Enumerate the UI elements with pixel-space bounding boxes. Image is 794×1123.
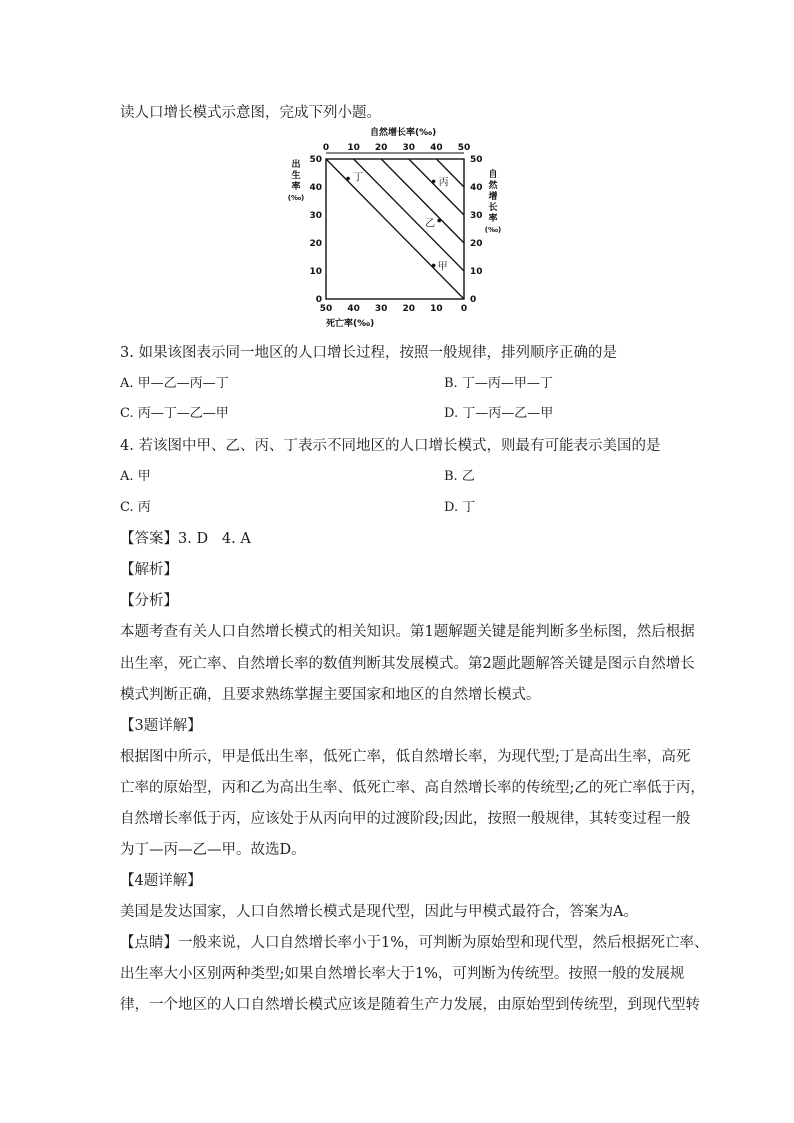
bottom-tick: 30 <box>374 304 388 314</box>
isoline-10 <box>354 159 464 271</box>
right-axis-label-char: 率 <box>488 214 498 224</box>
right-tick: 40 <box>470 183 483 193</box>
isoline-30 <box>409 159 464 215</box>
top-tick: 40 <box>430 143 443 153</box>
top-tick: 0 <box>322 143 330 153</box>
q3-detail-line: 自然增长率低于丙，应该处于从丙向甲的过渡阶段;因此，按照一般规律，其转变过程一般 <box>120 811 691 827</box>
q3-detail-heading: 【3题详解】 <box>120 718 202 734</box>
point-label: 丁 <box>353 172 364 184</box>
dianjing-line: 【点睛】一般来说，人口自然增长率小于1%，可判断为原始型和现代型，然后根据死亡率、 <box>120 935 709 951</box>
left-tick: 20 <box>309 239 322 249</box>
analysis-line: 模式判断正确，且要求熟练掌握主要国家和地区的自然增长模式。 <box>120 687 541 703</box>
right-tick: 50 <box>470 155 483 165</box>
dianjing-line: 律，一个地区的人口自然增长模式应该是随着生产力发展，由原始型到传统型，到现代型转 <box>120 997 700 1013</box>
q4-stem: 4. 若该图中甲、乙、丙、丁表示不同地区的人口增长模式，则最有可能表示美国的是 <box>120 438 661 454</box>
q3-option-c: C. 丙—丁—乙—甲 <box>120 406 229 421</box>
top-axis-label: 自然增长率(‰) <box>370 128 437 138</box>
top-tick: 20 <box>374 143 388 153</box>
top-tick: 10 <box>347 143 360 153</box>
point-乙 <box>437 219 441 223</box>
bottom-tick: 20 <box>402 304 416 314</box>
point-丁 <box>346 177 350 181</box>
analysis-line: 出生率，死亡率、自然增长率的数值判断其发展模式。第2题此题解答关键是图示自然增长 <box>120 656 695 672</box>
left-axis-label-char: 率 <box>291 182 301 192</box>
jiexi-heading: 【解析】 <box>120 562 178 578</box>
point-label: 甲 <box>437 261 448 273</box>
q4-option-c: C. 丙 <box>120 500 151 515</box>
data-points <box>346 172 448 273</box>
isoline-20 <box>381 159 464 243</box>
analysis-line: 本题考查有关人口自然增长模式的相关知识。第1题解题关键是能判断多坐标图，然后根据 <box>120 624 695 640</box>
right-axis-label-char: 增 <box>488 192 498 202</box>
right-axis-label-char: (‰) <box>484 226 502 234</box>
right-tick: 10 <box>470 267 483 277</box>
right-tick: 30 <box>470 211 483 221</box>
bottom-axis-label: 死亡率(‰) <box>326 319 375 329</box>
q3-option-d: D. 丁—丙—乙—甲 <box>444 406 554 421</box>
q3-detail-line: 亡率的原始型，丙和乙为高出生率、低死亡率、高自然增长率的传统型;乙的死亡率低于丙， <box>120 780 705 796</box>
point-甲 <box>432 264 436 268</box>
right-axis-label-char: 然 <box>488 181 498 191</box>
q3-detail-line: 为丁—丙—乙—甲。故选D。 <box>120 842 306 858</box>
q4-detail-heading: 【4题详解】 <box>120 873 202 889</box>
q3-detail-line: 根据图中所示，甲是低出生率，低死亡率，低自然增长率，为现代型;丁是高出生率，高死 <box>120 749 691 765</box>
left-axis-label-char: (‰) <box>287 194 305 202</box>
q3-stem: 3. 如果该图表示同一地区的人口增长过程，按照一般规律，排列顺序正确的是 <box>120 345 617 361</box>
left-tick: 50 <box>309 155 322 165</box>
q4-option-a: A. 甲 <box>120 469 151 484</box>
bottom-tick: 10 <box>430 304 443 314</box>
left-tick: 10 <box>309 267 322 277</box>
left-tick: 40 <box>309 183 322 193</box>
answer-line: 【答案】3. D 4. A <box>120 531 251 547</box>
right-axis-label-char: 自 <box>488 170 498 180</box>
point-label: 乙 <box>425 218 436 230</box>
q4-detail-text: 美国是发达国家，人口自然增长模式是现代型，因此与甲模式最符合，答案为A。 <box>120 904 638 920</box>
bottom-tick: 0 <box>460 304 468 314</box>
bottom-tick: 40 <box>347 304 360 314</box>
left-tick: 0 <box>315 295 322 305</box>
q4-option-d: D. 丁 <box>444 500 476 515</box>
left-tick: 30 <box>309 211 322 221</box>
top-tick: 50 <box>457 143 471 153</box>
fenxi-heading: 【分析】 <box>120 593 178 609</box>
q4-option-b: B. 乙 <box>444 469 475 484</box>
intro-text: 读人口增长模式示意图，完成下列小题。 <box>120 105 381 121</box>
q3-option-b: B. 丁—丙—甲—丁 <box>444 376 553 391</box>
right-tick: 20 <box>470 239 483 249</box>
right-tick: 0 <box>470 295 477 305</box>
q3-option-a: A. 甲—乙—丙—丁 <box>120 376 229 391</box>
bottom-tick: 50 <box>319 304 333 314</box>
population-growth-chart <box>280 125 520 335</box>
point-丙 <box>432 180 436 184</box>
left-axis-label-char: 出 <box>291 160 301 170</box>
right-axis-label-char: 长 <box>488 203 498 213</box>
dianjing-line: 出生率大小区别两种类型;如果自然增长率大于1%，可判断为传统型。按照一般的发展规 <box>120 966 685 982</box>
top-tick: 30 <box>402 143 416 153</box>
point-label: 丙 <box>438 177 449 189</box>
left-axis-label-char: 生 <box>291 171 301 181</box>
